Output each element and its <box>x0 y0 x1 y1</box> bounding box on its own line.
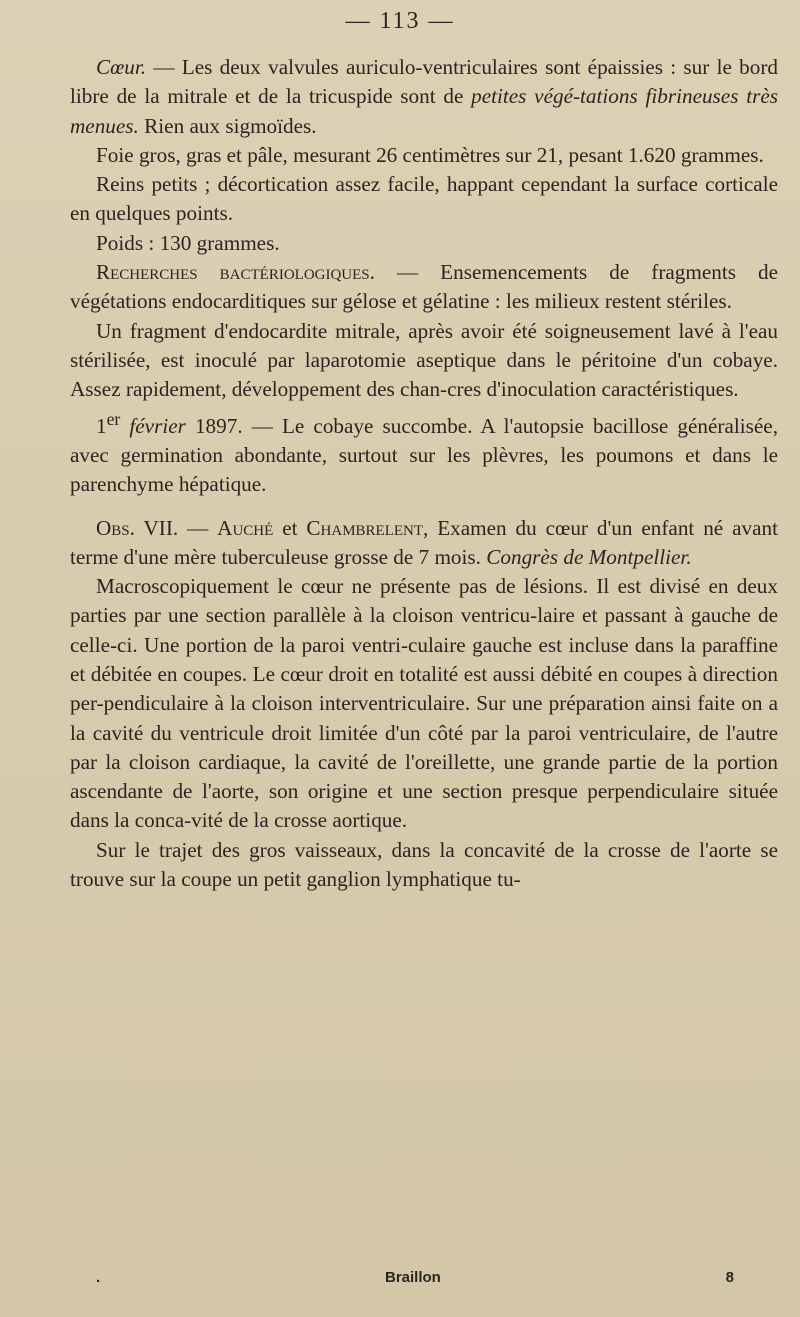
paragraph <box>70 170 778 229</box>
text-segment: Macroscopiquement le cœur ne présente pas de lésions. Il est divisé en deux parties par une section parallèle à la cloison ventricu-laire et passant à gauche de celle-ci. Une portion de la paroi ventri-culaire gauche est incluse dans la paraffine et débitée en coupes. Le cœur droit en totalité est aussi débité en coupes à direction per-pendiculaire à la cloison interventriculaire. Sur une préparation ainsi faite on a la cavité du ventricule droit limitée d'un côté par la paroi ventriculaire, de l'autre par la cloison cardiaque, la cavité de l'oreillette, une grande partie de la portion ascendante de l'aorte, son origine et une section presque perpendiculaire située dans la conca-vité de la crosse aortique. <box>70 574 778 833</box>
text-segment: — <box>178 515 218 540</box>
text-segment: Cœur. <box>96 55 147 79</box>
text-segment: petites végé-tations fibrineuses très menues. <box>70 84 778 138</box>
paragraph <box>70 836 778 895</box>
text-segment: Foie gros, gras et pâle, mesurant 26 centimètres sur 21, pesant 1.620 grammes. <box>96 142 764 167</box>
text-segment: — Ensemencements de fragments de végétations endocarditiques sur gélose et gélatine : les milieux restent stériles. <box>70 260 779 314</box>
text-segment: Obs. VII. <box>96 515 179 540</box>
text-segment: et <box>273 515 307 540</box>
text-segment: Poids : 130 grammes. <box>96 230 280 255</box>
paragraph <box>70 229 778 258</box>
text-segment: Rien aux sigmoïdes. <box>138 113 317 138</box>
paragraph <box>70 141 778 170</box>
text-segment: Recherches bactériologiques. <box>96 260 375 285</box>
text-segment: Congrès de Montpellier. <box>486 544 692 569</box>
signature-mark: 8 <box>725 1269 734 1286</box>
page-footer <box>96 1269 734 1286</box>
text-segment: Un fragment d'endocardite mitrale, après avoir été soigneusement lavé à l'eau stérilisée, est inoculé par laparotomie aseptique dans le péritoine d'un cobaye. Assez rapidement, développement des chan-cres d'inoculation caractéristiques. <box>70 318 778 402</box>
paragraph <box>70 572 778 836</box>
text-segment: février <box>120 413 186 438</box>
footer-author: Braillon <box>384 1269 441 1286</box>
text-segment: Sur le trajet des gros vaisseaux, dans la concavité de la crosse de l'aorte se trouve sur la coupe un petit ganglion lymphatique tu- <box>70 837 778 892</box>
text-segment: 1897. — Le cobaye succombe. A l'autopsie bacillose généralisée, avec germination abondante, surtout sur les plèvres, les poumons et dans le parenchyme hépatique. <box>70 413 778 497</box>
text-segment: 1 <box>96 413 107 438</box>
paragraph <box>70 405 778 500</box>
paragraph <box>70 53 778 141</box>
paragraph <box>70 514 778 573</box>
footer-mark: . <box>96 1269 101 1286</box>
text-segment: Chambrelent <box>306 515 424 540</box>
body-text <box>70 53 778 894</box>
text-segment: er <box>106 408 121 429</box>
paragraph <box>70 317 778 405</box>
page-number: — 113 — <box>345 8 455 34</box>
text-segment: — Les deux valvules auriculo-ventriculaires sont épaissies : sur le bord libre de la mitrale et de la tricuspide sont de <box>70 55 778 109</box>
text-segment: , Examen du cœur d'un enfant né avant terme d'une mère tuberculeuse grosse de 7 mois. <box>70 515 778 569</box>
text-segment: Reins petits ; décortication assez facile, happant cependant la surface corticale en quelques points. <box>70 172 778 226</box>
text-segment: Auché <box>217 515 274 540</box>
paragraph <box>70 258 778 317</box>
